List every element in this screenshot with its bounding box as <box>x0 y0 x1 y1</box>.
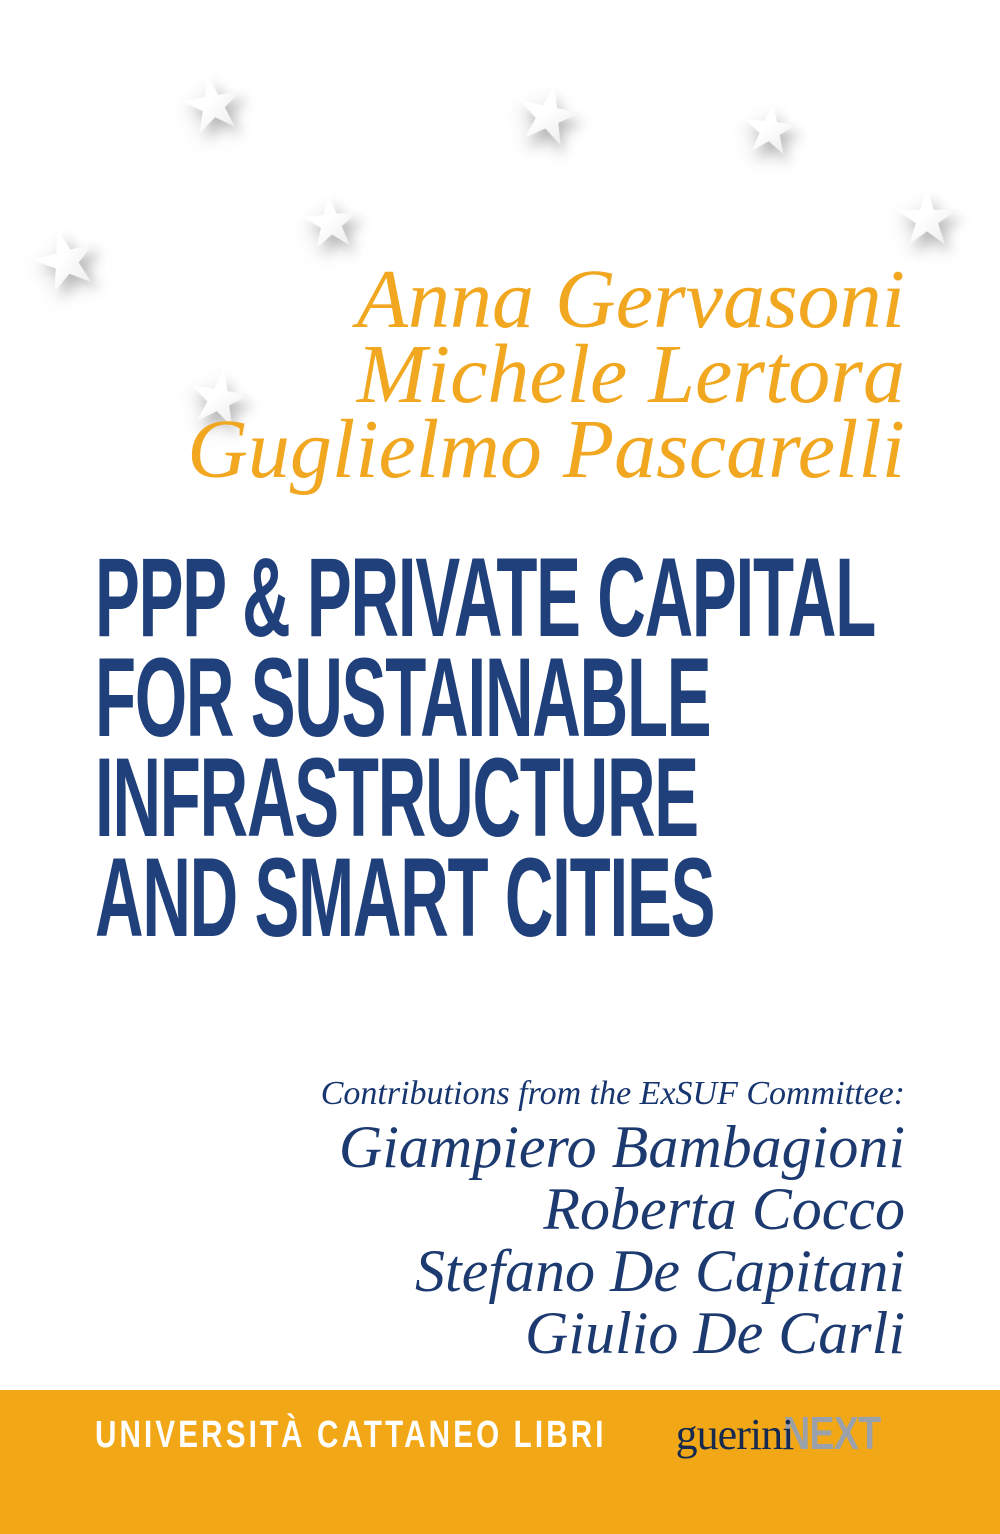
title-line: FOR SUSTAINABLE <box>95 635 711 760</box>
star-icon <box>177 69 249 141</box>
star-shape <box>739 99 801 161</box>
contributions-heading: Contributions from the ExSUF Committee: <box>320 1075 905 1112</box>
title-line: PPP & PRIVATE CAPITAL <box>95 535 876 660</box>
title-line: INFRASTRUCTURE <box>95 735 698 860</box>
star-shape <box>896 188 958 250</box>
book-title <box>95 535 1000 960</box>
star-icon <box>26 221 107 302</box>
contributions-block <box>321 1072 905 1364</box>
star-icon <box>739 99 801 161</box>
series-label <box>95 1414 751 1457</box>
author-name: Michele Lertora <box>356 328 905 421</box>
star-icon <box>510 78 586 154</box>
star-shape <box>510 78 586 154</box>
star-icon <box>896 188 958 250</box>
series-text: UNIVERSITÀ CATTANEO LIBRI <box>95 1414 607 1456</box>
author-names <box>187 253 905 496</box>
contributor-name: Stefano De Capitani <box>415 1238 905 1304</box>
author-name: Guglielmo Pascarelli <box>187 403 905 496</box>
footer-bar <box>0 1390 1000 1534</box>
contributor-name: Roberta Cocco <box>543 1176 905 1242</box>
publisher-logo <box>676 1406 902 1460</box>
contributor-name: Giulio De Carli <box>524 1300 905 1366</box>
publisher-suffix-text: NEXT <box>783 1407 881 1459</box>
contributor-name: Giampiero Bambagioni <box>338 1114 905 1180</box>
title-line: AND SMART CITIES <box>95 835 715 960</box>
star-shape <box>177 69 249 141</box>
star-icon <box>300 192 363 255</box>
star-shape <box>26 221 107 302</box>
star-shape <box>300 192 363 255</box>
author-name: Anna Gervasoni <box>356 253 905 346</box>
publisher-name-text: guerini <box>675 1410 794 1459</box>
